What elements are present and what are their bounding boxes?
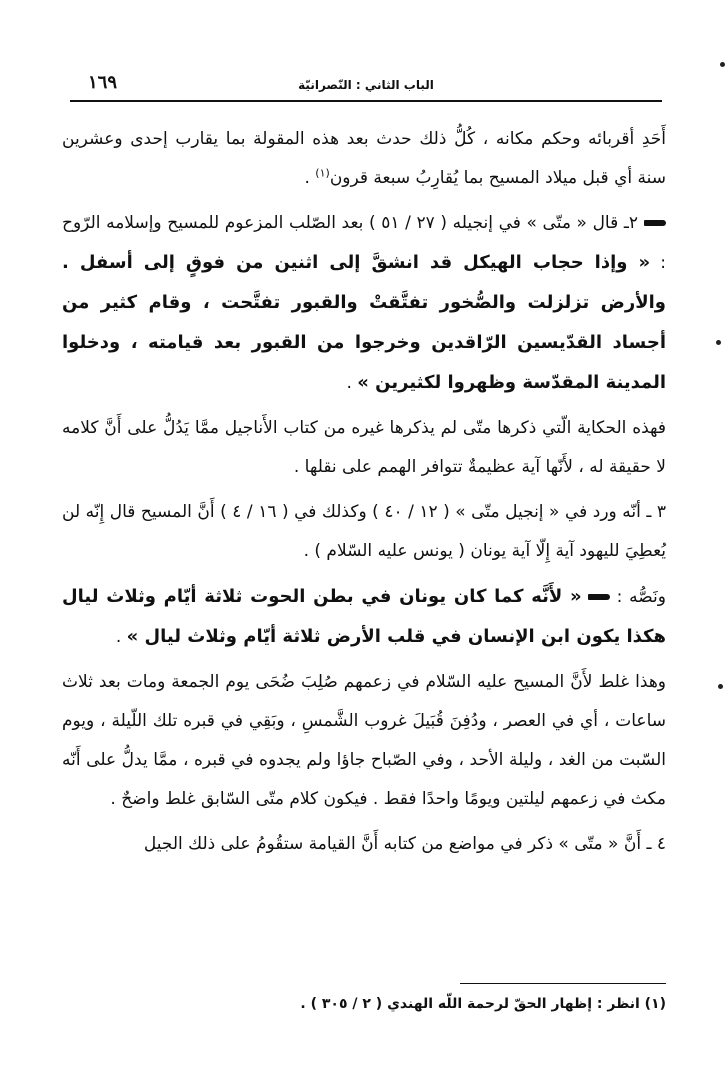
paragraph-2 xyxy=(62,204,666,403)
paragraph-2-intro: ٢ـ قال « متّى » في إنجيله ( ٢٧ / ٥١ ) بعد الصّلب المزعوم للمسيح وإسلامه الرّوح : xyxy=(62,213,666,273)
footnote: (١) انظر : إظهار الحقّ لرحمة اللّه الهندي ( ٢ / ٣٠٥ ) . xyxy=(300,996,666,1012)
paragraph-2-end: . xyxy=(346,373,358,393)
paragraph-4: ٣ ـ أنّه ورد في « إنجيل متّى » ( ١٢ / ٤٠ ) وكذلك في ( ١٦ / ٤ ) أَنَّ المسيح قال إِنّه لن يُعطِيَ لليهود آية إِلّا آية يونان ( يونس عليه السّلام ) . xyxy=(62,502,666,561)
footnote-reference[interactable]: (١) xyxy=(315,166,330,180)
running-head: الباب الثاني : النّصرانيّة xyxy=(298,78,434,92)
section-marker-icon xyxy=(644,220,666,226)
section-marker-icon xyxy=(588,594,610,600)
paragraph-5-quote: « لأَنَّه كما كان يونان في بطن الحوت ثلاثة أيّام وثلاث ليال هكذا يكون ابن الإنسان في قلب الأرض ثلاثة أيّام وثلاث ليال » xyxy=(62,586,666,647)
paragraph-1-text: أَحَدِ أقربائه وحكم مكانه ، كُلُّ ذلك حدث بعد هذه المقولة بما يقارب إحدى وعشرين سنة أي قبل ميلاد المسيح بما يُقارِبُ سبعة قرون xyxy=(62,129,666,188)
paragraph-3: فهذه الحكاية الّتي ذكرها متّى لم يذكرها غيره من كتاب الأَناجيل ممَّا يَدُلُّ على أَنَّ كلامه لا حقيقة له ، لأَنّها آية عظيمةٌ تتوافر الهمم على نقلها . xyxy=(62,418,666,477)
paragraph-5 xyxy=(62,577,666,657)
page-header xyxy=(70,72,662,102)
scan-speck xyxy=(716,340,721,345)
scan-speck xyxy=(718,684,723,689)
paragraph-2-quote: « وإذا حجاب الهيكل قد انشقَّ إلى اثنين من فوقٍ إلى أسفل . والأرض تزلزلت والصُّخور تفتَّقتْ والقبور تفتَّحت ، وقام كثير من أجساد القدّيسين الرّاقدين وخرجوا من القبور بعد قيامته ، ودخلوا المدينة المقدّسة وظهروا لكثيرين » xyxy=(62,252,666,393)
paragraph-6: وهذا غلط لأَنَّ المسيح عليه السّلام في زعمهم صُلِبَ ضُحَى يوم الجمعة ومات بعد ثلاث ساعات ، أي في العصر ، ودُفِنَ قُبَيلَ غروب الشَّمسِ ، وبَقِي في قبره تلك اللّيلة ، ويوم السّبت من الغد ، وليلة الأحد ، وفي الصّباح جاؤا ولم يجدوه في قبره ، ممَّا يدلُّ على أَنّه مكث في زعمهم ليلتين ويومًا واحدًا فقط . فيكون كلام متّى السّابق غلط واضحٌ . xyxy=(62,672,666,809)
paragraph-5-end: . xyxy=(115,627,127,647)
scan-speck xyxy=(720,62,725,67)
main-text xyxy=(62,120,666,870)
paragraph-1 xyxy=(62,120,666,198)
paragraph-5-intro: ونَصُّه : xyxy=(609,587,666,607)
paragraph-1-end: . xyxy=(304,168,316,188)
paragraph-7: ٤ ـ أَنَّ « متّى » ذكر في مواضع من كتابه أَنَّ القيامة ستقُومُ على ذلك الجيل xyxy=(143,834,666,854)
footnote-divider xyxy=(460,983,666,984)
page-number: ١٦٩ xyxy=(88,72,118,93)
